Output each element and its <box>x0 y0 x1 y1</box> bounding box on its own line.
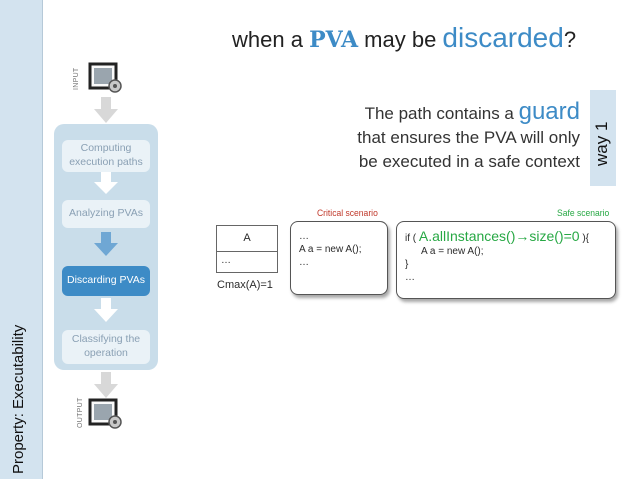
arrow-down-icon <box>94 298 118 322</box>
title-prefix: when a <box>232 27 310 52</box>
safe-scenario-label: Safe scenario <box>557 208 610 219</box>
safe-code-line1 <box>405 230 589 245</box>
way-label: way 1 <box>592 121 611 166</box>
critical-code-line: A a = new A(); <box>299 244 362 255</box>
title-pva: PVA <box>309 27 359 53</box>
guard-explanation <box>357 100 580 174</box>
safe-code <box>405 230 589 284</box>
safe-code-line4: … <box>405 272 415 283</box>
arrow-down-icon <box>94 97 118 123</box>
critical-code <box>299 230 362 269</box>
guard-line2: that ensures the PVA will only <box>357 128 580 147</box>
safe-code-line3: } <box>405 259 409 270</box>
guard-line1-prefix: The path contains a <box>364 104 519 123</box>
critical-code-line: … <box>299 257 309 268</box>
title-discarded: discarded <box>442 22 564 53</box>
input-label: INPUT <box>73 67 80 90</box>
safe-if-brace: ){ <box>582 233 590 244</box>
uml-cardinality-constraint: Cmax(A)=1 <box>217 279 273 291</box>
uml-class-box <box>216 225 278 273</box>
arrow-down-icon <box>94 172 118 194</box>
title-middle: may be <box>358 27 443 52</box>
input-document-icon <box>88 62 124 96</box>
critical-scenario-box <box>290 221 388 295</box>
safe-guard-expression: A.allInstances()→size()=0 <box>418 228 580 244</box>
step-classifying-the-operation: Classifying the operation <box>62 330 150 364</box>
left-sidebar <box>0 0 43 479</box>
guard-word: guard <box>518 98 580 125</box>
uml-class-attributes: … <box>221 255 231 266</box>
step-computing-execution-paths: Computing execution paths <box>62 140 150 172</box>
way-tab <box>590 90 616 186</box>
output-document-icon <box>88 398 124 432</box>
step-analyzing-pvas: Analyzing PVAs <box>62 200 150 228</box>
title-suffix: ? <box>563 27 577 52</box>
safe-if-keyword: if ( <box>405 233 417 244</box>
safe-code-line2: A a = new A(); <box>421 246 484 257</box>
guard-line3: be executed in a safe context <box>358 152 580 171</box>
arrow-down-icon <box>94 232 118 256</box>
property-label: Property: Executability <box>10 324 27 474</box>
slide-title <box>232 22 576 54</box>
critical-code-line: … <box>299 231 309 242</box>
step-discarding-pvas: Discarding PVAs <box>62 266 150 296</box>
critical-scenario-label: Critical scenario <box>317 208 378 219</box>
arrow-down-icon <box>94 372 118 398</box>
output-label: OUTPUT <box>77 397 84 428</box>
uml-class-name: A <box>217 226 277 252</box>
safe-scenario-box <box>396 221 616 299</box>
